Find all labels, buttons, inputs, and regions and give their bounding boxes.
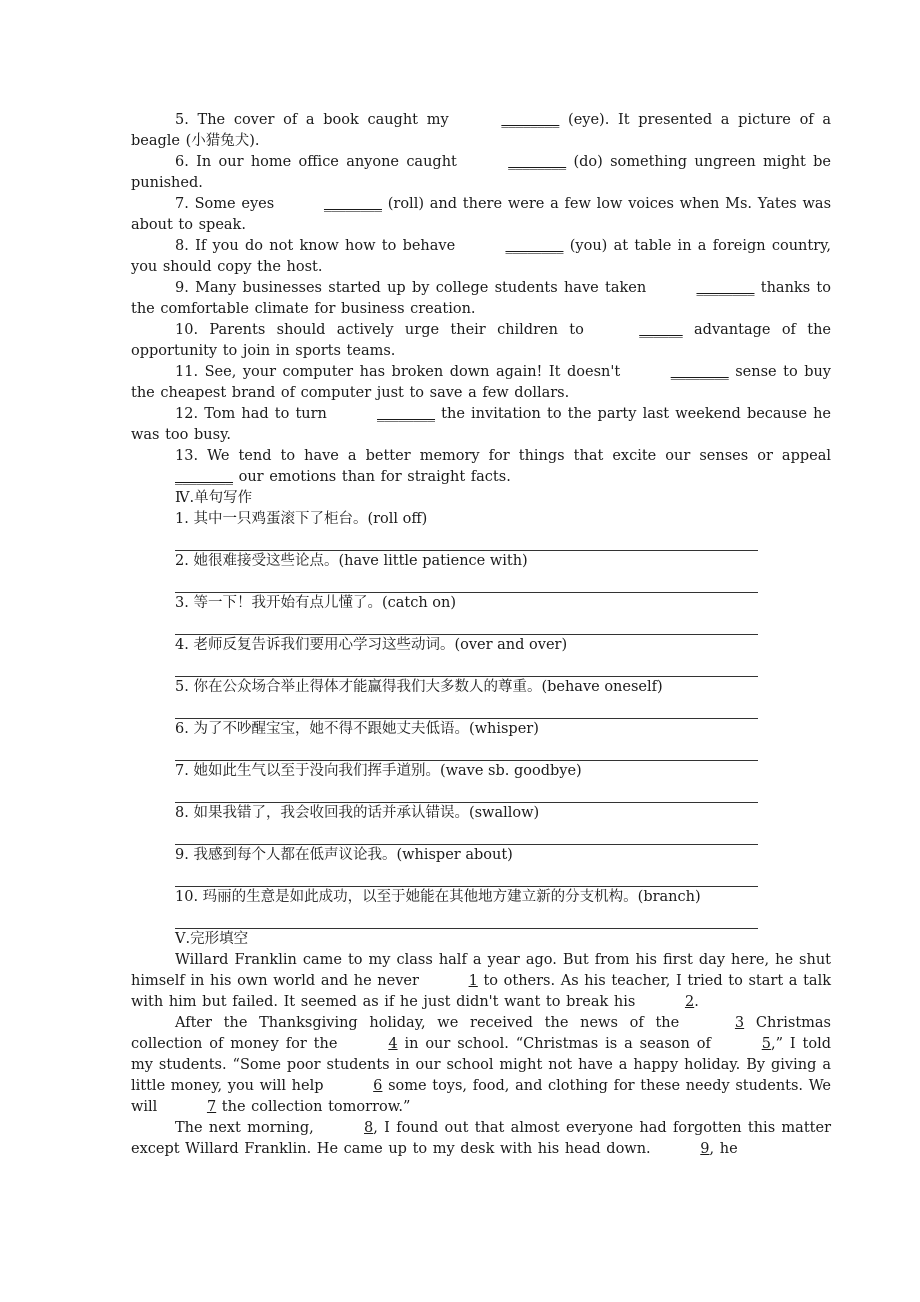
answer-line[interactable] — [175, 572, 758, 593]
cloze-section — [131, 929, 831, 1160]
answer-blank[interactable]: ________ — [696, 280, 755, 296]
cloze-paragraph-1: Willard Franklin came to my class half a year ago. But from his first day here, he shut himself in his own world and he never 1 to others. As his teacher, I tried to start a talk with him but failed. It seemed as if he just didn't want to break his 2. — [131, 950, 831, 1013]
answer-blank[interactable]: ________ — [505, 238, 564, 254]
answer-line[interactable] — [175, 908, 758, 929]
answer-line[interactable] — [175, 656, 758, 677]
section-heading: Ⅴ.完形填空 — [175, 931, 249, 947]
question-13: 13. We tend to have a better memory for things that excite our senses or appeal ________ our emotions than for straight facts. — [131, 446, 831, 488]
cloze-paragraph-2: After the Thanksgiving holiday, we received the news of the 3 Christmas collection of money for the 4 in our school. “Christmas is a season of 5,” I told my students. “Some poor students in our school might not have a happy holiday. By giving a little money, you will help 6 some toys, food, and clothing for these needy students. We will 7 the collection tomorrow.” — [131, 1013, 831, 1118]
writing-prompt: 10. 玛丽的生意是如此成功，以至于她能在其他地方建立新的分支机构。(branch) — [175, 889, 701, 905]
answer-blank[interactable]: ________ — [670, 364, 729, 380]
answer-blank[interactable]: ________ — [508, 154, 567, 170]
writing-prompt: 8. 如果我错了，我会收回我的话并承认错误。(swallow) — [175, 805, 540, 821]
cloze-gap[interactable]: 2 — [684, 994, 695, 1010]
cloze-gap[interactable]: 8 — [364, 1120, 374, 1136]
writing-prompt: 1. 其中一只鸡蛋滚下了柜台。(roll off) — [175, 511, 428, 527]
question-9: 9. Many businesses started up by college students have taken ________ thanks to the comfortable climate for business creation. — [131, 280, 831, 317]
writing-prompt: 3. 等一下！我开始有点儿懂了。(catch on) — [175, 595, 456, 611]
cloze-gap[interactable]: 6 — [373, 1078, 383, 1094]
answer-line[interactable] — [175, 824, 758, 845]
cloze-gap[interactable]: 1 — [468, 973, 478, 989]
question-12: 12. Tom had to turn ________ the invitation to the party last weekend because he was too busy. — [131, 406, 831, 443]
cloze-gap[interactable]: 4 — [388, 1036, 398, 1052]
answer-blank[interactable]: ________ — [377, 406, 436, 422]
writing-prompt: 2. 她很难接受这些论点。(have little patience with) — [175, 553, 528, 569]
question-11: 11. See, your computer has broken down again! It doesn't ________ sense to buy the cheapest brand of computer just to save a few dollars. — [131, 364, 832, 401]
cloze-paragraph-3: The next morning, 8, I found out that almost everyone had forgotten this matter except Willard Franklin. He came up to my desk with his head down. 9, he — [131, 1118, 831, 1160]
answer-blank[interactable]: ______ — [639, 322, 683, 338]
fill-in-section — [131, 110, 831, 488]
answer-line[interactable] — [175, 782, 758, 803]
cloze-gap[interactable]: 7 — [206, 1099, 217, 1115]
writing-prompt: 4. 老师反复告诉我们要用心学习这些动词。(over and over) — [175, 637, 568, 653]
answer-blank[interactable]: ________ — [501, 112, 560, 128]
answer-line[interactable] — [175, 530, 758, 551]
answer-blank[interactable]: ________ — [175, 469, 233, 485]
question-7: 7. Some eyes ________ (roll) and there were a few low voices when Ms. Yates was about to speak. — [131, 196, 832, 233]
section-heading: Ⅳ.单句写作 — [175, 490, 253, 506]
question-5: 5. The cover of a book caught my ________ (eye). It presented a picture of a beagle (小猎兔犬). — [131, 112, 832, 149]
answer-line[interactable] — [175, 698, 758, 719]
cloze-gap[interactable]: 9 — [700, 1141, 710, 1157]
answer-blank[interactable]: ________ — [323, 196, 382, 212]
writing-prompt: 9. 我感到每个人都在低声议论我。(whisper about) — [175, 847, 513, 863]
question-8: 8. If you do not know how to behave ________ (you) at table in a foreign country, you should copy the host. — [131, 238, 832, 275]
writing-prompt: 5. 你在公众场合举止得体才能赢得我们大多数人的尊重。(behave oneself) — [175, 679, 663, 695]
question-6: 6. In our home office anyone caught ________ (do) something ungreen might be punished. — [131, 154, 832, 191]
answer-line[interactable] — [175, 740, 758, 761]
cloze-gap[interactable]: 3 — [734, 1015, 745, 1031]
writing-prompt: 6. 为了不吵醒宝宝，她不得不跟她丈夫低语。(whisper) — [175, 721, 539, 737]
sentence-writing-section — [131, 488, 831, 929]
question-10: 10. Parents should actively urge their children to ______ advantage of the opportunity to join in sports teams. — [131, 322, 832, 359]
worksheet-page — [131, 110, 831, 1160]
answer-line[interactable] — [175, 866, 758, 887]
cloze-gap[interactable]: 5 — [761, 1036, 771, 1052]
writing-prompt: 7. 她如此生气以至于没向我们挥手道别。(wave sb. goodbye) — [175, 763, 582, 779]
answer-line[interactable] — [175, 614, 758, 635]
